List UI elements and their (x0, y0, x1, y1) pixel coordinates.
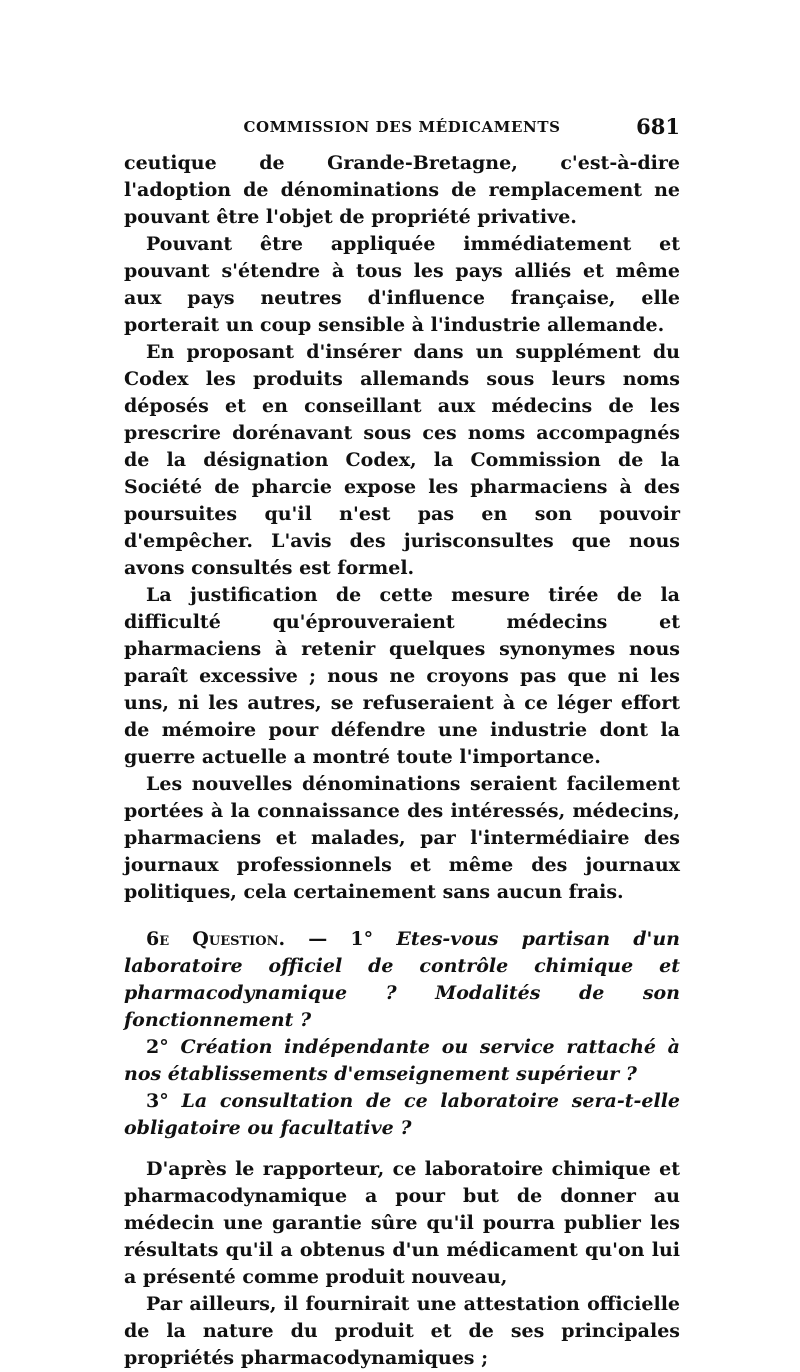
page-body (124, 150, 680, 1372)
paragraph: Par ailleurs, il fournirait une attestation officielle de la nature du produit et de ses principales propriétés pharmacodynamiques ; (124, 1293, 680, 1369)
running-head: COMMISSION DES MÉDICAMENTS (243, 118, 561, 136)
question-item-2 (124, 1034, 680, 1088)
question-text: Création indépendante ou service rattaché à nos établissements d'emseignement supérieur ? (124, 1036, 680, 1085)
paragraph-continuation: ceutique de Grande-Bretagne, c'est-à-dire l'adoption de dénominations de remplacement ne pouvant être l'objet de propriété privative. (124, 152, 680, 228)
question-item-3 (124, 1088, 680, 1142)
question-text: La consultation de ce laboratoire sera-t-elle obligatoire ou facultative ? (124, 1090, 680, 1139)
question-number: — 1° (308, 928, 374, 950)
paragraph: La justification de cette mesure tirée de la difficulté qu'éprouveraient médecins et pharmaciens à retenir quelques synonymes nous paraît excessive ; nous ne croyons pas que ni les uns, ni les autres, se refuseraient à ce léger effort de mémoire pour défendre une industrie dont la guerre actuelle a montré toute l'importance. (124, 584, 680, 768)
question-item-1 (124, 926, 680, 1034)
page-number: 681 (636, 114, 680, 139)
question-number: 3° (146, 1090, 169, 1112)
paragraph: Pouvant être appliquée immédiatement et pouvant s'étendre à tous les pays alliés et même aux pays neutres d'influence française, elle porterait un coup sensible à l'industrie allemande. (124, 233, 680, 336)
paragraph: Les nouvelles dénominations seraient facilement portées à la connaissance des intéressés, médecins, pharmaciens et malades, par l'intermédiaire des journaux professionnels et même des journaux politiques, cela certainement sans aucun frais. (124, 773, 680, 903)
question-label: 6e Question. (146, 928, 286, 950)
paragraph: D'après le rapporteur, ce laboratoire chimique et pharmacodynamique a pour but de donner au médecin une garantie sûre qu'il pourra publier les résultats qu'il a obtenus d'un médicament qu'on lui a présenté comme produit nouveau, (124, 1158, 680, 1288)
paragraph: En proposant d'insérer dans un supplément du Codex les produits allemands sous leurs noms déposés et en conseillant aux médecins de les prescrire dorénavant sous ces noms accompagnés de la désignation Codex, la Commission de la Société de pharcie expose les pharmaciens à des poursuites qu'il n'est pas en son pouvoir d'empêcher. L'avis des jurisconsultes que nous avons consultés est formel. (124, 341, 680, 579)
page-header (124, 114, 680, 144)
question-number: 2° (146, 1036, 169, 1058)
question-text: Etes-vous partisan d'un laboratoire officiel de contrôle chimique et pharmacodynamique ? Modalités de son fonctionnement ? (124, 928, 680, 1031)
